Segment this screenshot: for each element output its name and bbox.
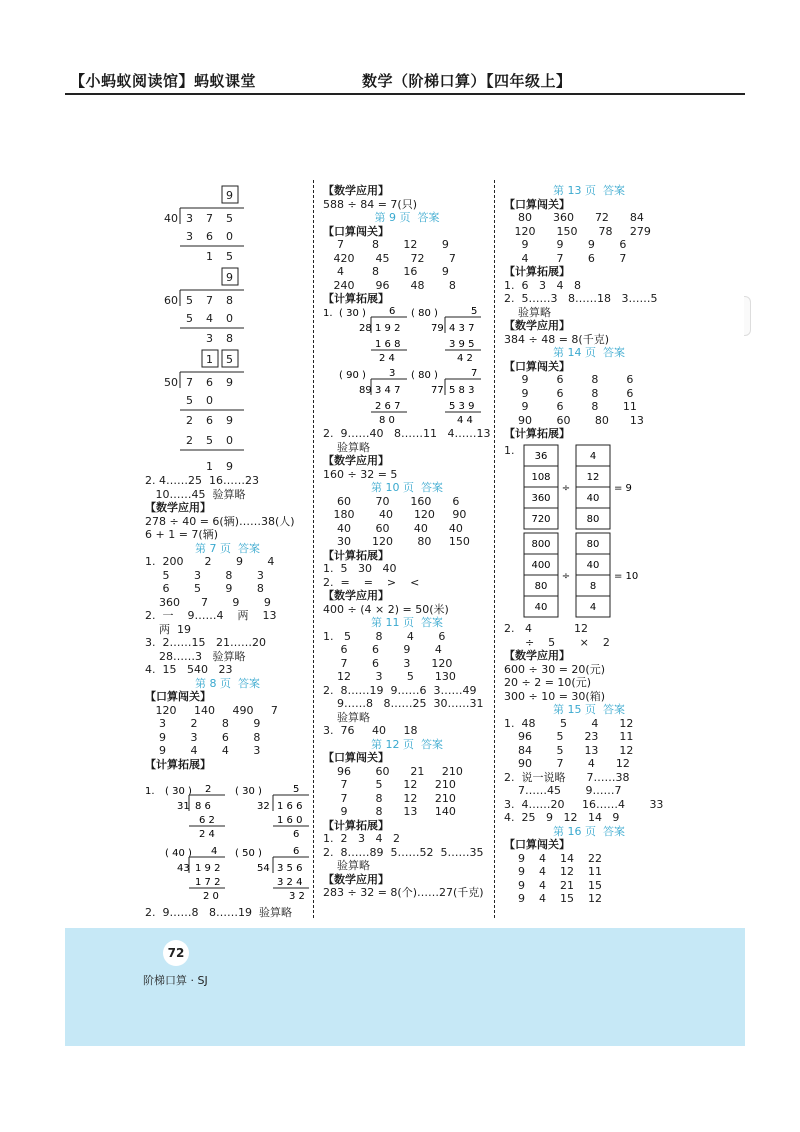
text-line: 9 4 21 15: [504, 878, 602, 892]
svg-text:2 4: 2 4: [379, 353, 395, 364]
div2-line1-d1: 5: [186, 312, 193, 325]
div1-dividend-d1: 3: [186, 212, 193, 225]
div1-dividend-d2: 7: [206, 212, 213, 225]
long-division-group: [140, 182, 310, 477]
t2-right-0: 80: [586, 539, 600, 550]
div1-dividend-d3: 5: [226, 212, 233, 225]
text-line: 28……3 验算略: [145, 649, 246, 663]
div3-line3-d2: 5: [206, 434, 213, 447]
text-line: 20 ÷ 2 = 10(元): [504, 676, 591, 689]
page8-div-b: [235, 784, 309, 840]
div3-line2-d2: 6: [206, 414, 213, 427]
text-line: 40 60 40 40: [323, 521, 463, 535]
text-line: 验算略: [323, 710, 370, 724]
column-1-text: [145, 474, 310, 771]
text-line: 2. 8……89 5……52 5……35: [323, 845, 484, 859]
t2-right-1: 40: [586, 560, 600, 571]
text-line: 600 ÷ 30 = 20(元): [504, 662, 605, 676]
long-division-1: [164, 186, 244, 263]
text-line: 1. 2 3 4 2: [323, 832, 400, 845]
svg-text:8 0: 8 0: [379, 415, 395, 426]
section-heading: 【计算拓展】: [504, 427, 570, 440]
text-line: 400 ÷ (4 × 2) = 50(米): [323, 602, 449, 616]
text-line: 2. 9……40 8……11 4……13: [323, 427, 491, 440]
long-division-3: [164, 350, 244, 473]
svg-text:3 2 4: 3 2 4: [277, 877, 303, 888]
text-line: 588 ÷ 84 = 7(只): [323, 197, 417, 211]
div1-line1-d2: 6: [206, 230, 213, 243]
div2-line1-d3: 0: [226, 312, 233, 325]
text-line: 60 70 160 6: [323, 494, 460, 508]
t1-right-2: 40: [586, 493, 600, 504]
svg-text:6: 6: [389, 306, 396, 317]
t1-left-2: 360: [531, 493, 551, 504]
svg-text:32: 32: [257, 801, 270, 812]
text-line: 2. 9……8 8……19 验算略: [145, 906, 292, 919]
div3-line3-d3: 0: [226, 434, 233, 447]
section-heading: 【口算闯关】: [504, 359, 570, 373]
svg-text:5 8 3: 5 8 3: [449, 385, 475, 396]
svg-text:1 9 2: 1 9 2: [375, 323, 401, 334]
text-line: 2. 5……3 8……18 3……5: [504, 292, 658, 305]
text-line: 9 4 12 11: [504, 865, 602, 878]
div3-remainder-d2: 9: [226, 460, 233, 473]
text-line: 90 60 80 13: [504, 413, 644, 427]
page-answer-heading: 第 9 页 答案: [374, 211, 440, 224]
section-heading: 【数学应用】: [145, 501, 211, 514]
page-answer-heading: 第 7 页 答案: [195, 541, 260, 555]
div3-dividend-d3: 9: [226, 376, 233, 389]
section-heading: 【计算拓展】: [145, 757, 211, 771]
div3-line2-d1: 2: [186, 414, 193, 427]
svg-text:77: 77: [431, 385, 444, 396]
svg-text:1 6 8: 1 6 8: [375, 339, 401, 350]
div2-remainder-d1: 3: [206, 332, 213, 345]
svg-text:3 4 7: 3 4 7: [375, 385, 401, 396]
svg-text:89: 89: [359, 385, 372, 396]
page-number-badge: 72: [163, 940, 189, 966]
page8-div-c: [165, 846, 225, 902]
text-line: 2. 一 9……4 两 13: [145, 609, 277, 622]
page8-divisions: [145, 783, 310, 908]
text-line: 验算略: [323, 440, 370, 454]
text-line: 30 120 80 150: [323, 535, 470, 548]
section-heading: 【口算闯关】: [145, 690, 211, 703]
div2-dividend-d1: 5: [186, 294, 193, 307]
section-heading: 【口算闯关】: [323, 751, 389, 764]
svg-text:2 4: 2 4: [199, 829, 215, 840]
text-line: 6 + 1 = 7(辆): [145, 528, 218, 541]
div3-divisor: 50: [164, 376, 178, 389]
page-answer-heading: 第 16 页 答案: [553, 824, 625, 838]
svg-text:( 80 ): ( 80 ): [411, 370, 438, 381]
text-line: 9 3 6 8: [145, 730, 261, 744]
div3-line1-d2: 0: [206, 394, 213, 407]
section-heading: 【数学应用】: [323, 454, 389, 467]
div3-quotient-d2: 5: [226, 353, 233, 366]
text-line: 7 8 12 9: [323, 238, 449, 251]
svg-text:( 90 ): ( 90 ): [339, 370, 366, 381]
column-2-text-b: [323, 427, 491, 900]
section-heading: 【计算拓展】: [504, 265, 570, 278]
t2-left-1: 400: [531, 560, 551, 571]
text-line: 两 19: [145, 622, 191, 636]
text-line: 90 7 4 12: [504, 757, 630, 770]
text-line: 9 4 4 3: [145, 744, 261, 757]
text-line: 4 8 16 9: [323, 265, 449, 278]
text-line: 4 7 6 7: [504, 251, 627, 265]
t2-right-3: 4: [589, 602, 597, 613]
page9-divisions: [323, 305, 491, 427]
page9-div-c: [339, 368, 407, 426]
text-line: 5 3 8 3: [145, 568, 264, 582]
column-3-text: [504, 184, 674, 441]
t2-left-2: 80: [534, 581, 548, 592]
text-line: 3. 76 40 18: [323, 724, 418, 737]
svg-text:4: 4: [211, 846, 218, 857]
svg-text:2 0: 2 0: [203, 891, 219, 902]
div3-dividend-d2: 6: [206, 376, 213, 389]
svg-text:( 30 ): ( 30 ): [235, 786, 262, 797]
text-line: 84 5 13 12: [504, 743, 634, 757]
text-line: 278 ÷ 40 = 6(辆)……38(人): [145, 514, 295, 528]
svg-text:1 7 2: 1 7 2: [195, 877, 221, 888]
text-line: 4. 25 9 12 14 9: [504, 811, 620, 824]
svg-text:6 2: 6 2: [199, 815, 215, 826]
t1-left-3: 720: [531, 514, 551, 525]
section-heading: 【计算拓展】: [323, 548, 389, 562]
t1-left-0: 36: [534, 451, 548, 462]
t2-left-3: 40: [534, 602, 548, 613]
col1-last-line: [145, 906, 292, 920]
page9-div-a: [323, 306, 407, 364]
text-line: 1. 5 8 4 6: [323, 629, 446, 643]
text-line: 12 3 5 130: [323, 670, 456, 683]
t1-right-3: 80: [586, 514, 600, 525]
page-answer-heading: 第 12 页 答案: [371, 737, 443, 751]
text-line: 7 8 12 210: [323, 791, 456, 805]
svg-text:1.: 1.: [323, 308, 333, 319]
div1-remainder-d1: 1: [206, 250, 213, 263]
text-line: 2. 4 12: [504, 622, 588, 635]
t2-left-0: 800: [531, 539, 551, 550]
page-answer-heading: 第 11 页 答案: [371, 616, 443, 629]
svg-text:2: 2: [205, 784, 212, 795]
text-line: 1. 5 30 40: [323, 562, 397, 575]
svg-text:3 5 6: 3 5 6: [277, 863, 303, 874]
t1-right-0: 4: [589, 451, 597, 462]
page-answer-heading: 第 13 页 答案: [553, 184, 625, 197]
page9-div-b: [411, 306, 481, 364]
table-2: [524, 533, 638, 617]
col3-table-number: 1.: [504, 444, 515, 457]
svg-text:4 4: 4 4: [457, 415, 473, 426]
text-line: 10……45 验算略: [145, 487, 246, 501]
div3-quotient-d1: 1: [206, 353, 213, 366]
text-line: 9 4 14 22: [504, 851, 602, 865]
t1-result: = 9: [614, 483, 632, 494]
svg-text:( 30 ): ( 30 ): [339, 308, 366, 319]
div2-dividend-d2: 7: [206, 294, 213, 307]
svg-text:( 40 ): ( 40 ): [165, 848, 192, 859]
svg-text:1 6 0: 1 6 0: [277, 815, 303, 826]
div3-dividend-d1: 7: [186, 376, 193, 389]
text-line: 7……45 9……7: [504, 784, 622, 797]
text-line: 9 6 8 11: [504, 400, 637, 413]
text-line: 3 2 8 9: [145, 717, 261, 730]
div1-divisor: 40: [164, 212, 178, 225]
svg-text:7: 7: [471, 368, 478, 379]
page-tab: [744, 296, 751, 336]
svg-text:43: 43: [177, 863, 190, 874]
div2-line1-d2: 4: [206, 312, 213, 325]
svg-text:3 2: 3 2: [289, 891, 305, 902]
table-1: [524, 445, 632, 529]
long-division-2: [164, 268, 244, 345]
text-line: 1. 48 5 4 12: [504, 716, 634, 730]
div2-dividend-d3: 8: [226, 294, 233, 307]
page9-div-d: [411, 368, 481, 426]
text-line: 6 5 9 8: [145, 582, 264, 595]
text-line: 3. 4……20 16……4 33: [504, 797, 664, 811]
text-line: 2. 说一说略 7……38: [504, 770, 630, 784]
section-heading: 【口算闯关】: [323, 224, 389, 238]
text-line: ÷ 5 × 2: [504, 635, 610, 649]
text-line: 180 40 120 90: [323, 508, 467, 521]
t1-left-1: 108: [531, 472, 551, 483]
section-heading: 【数学应用】: [323, 184, 389, 197]
text-line: 420 45 72 7: [323, 251, 456, 265]
page8-div-a: [145, 784, 225, 840]
section-heading: 【数学应用】: [504, 319, 570, 332]
text-line: 3. 2……15 21……20: [145, 636, 266, 649]
svg-text:5: 5: [471, 306, 478, 317]
text-line: 9……8 8……25 30……31: [323, 697, 484, 710]
page-answer-heading: 第 14 页 答案: [553, 346, 625, 359]
text-line: 384 ÷ 48 = 8(千克): [504, 332, 609, 346]
t2-result: = 10: [614, 571, 639, 582]
page-answer-heading: 第 15 页 答案: [553, 703, 625, 716]
header-rule: [65, 93, 745, 95]
svg-text:54: 54: [257, 863, 270, 874]
t1-right-1: 12: [586, 472, 600, 483]
text-line: 283 ÷ 32 = 8(个)……27(千克): [323, 886, 484, 899]
svg-text:28: 28: [359, 323, 372, 334]
section-heading: 【口算闯关】: [504, 838, 570, 851]
svg-text:6: 6: [293, 846, 300, 857]
svg-text:( 50 ): ( 50 ): [235, 848, 262, 859]
svg-text:31: 31: [177, 801, 190, 812]
svg-text:5 3 9: 5 3 9: [449, 401, 475, 412]
svg-text:6: 6: [293, 829, 300, 840]
div3-line1-d1: 5: [186, 394, 193, 407]
page14-tables: [520, 443, 640, 621]
text-line: 9 6 8 6: [504, 386, 634, 400]
svg-text:8 6: 8 6: [195, 801, 211, 812]
text-line: 360 7 9 9: [145, 595, 271, 609]
text-line: 120 140 490 7: [145, 703, 278, 717]
page-answer-heading: 第 10 页 答案: [371, 481, 443, 494]
text-line: 1. 200 2 9 4: [145, 555, 275, 568]
footer-band: [65, 928, 745, 1046]
svg-text:3: 3: [389, 368, 396, 379]
section-heading: 【计算拓展】: [323, 818, 389, 832]
div3-line2-d3: 9: [226, 414, 233, 427]
text-line: 验算略: [323, 859, 370, 872]
text-line: 96 60 21 210: [323, 764, 463, 778]
svg-text:4 3 7: 4 3 7: [449, 323, 475, 334]
text-line: 9 4 15 12: [504, 892, 602, 905]
section-heading: 【数学应用】: [504, 649, 570, 662]
footer-brand: 阶梯口算 · SJ: [143, 974, 208, 987]
svg-text:2 6 7: 2 6 7: [375, 401, 401, 412]
text-line: 验算略: [504, 305, 551, 319]
div2-quotient: 9: [226, 271, 233, 284]
text-line: 7 6 3 120: [323, 656, 453, 670]
div1-remainder-d2: 5: [226, 250, 233, 263]
section-heading: 【数学应用】: [323, 589, 389, 602]
div3-line3-d1: 2: [186, 434, 193, 447]
text-line: 6 6 9 4: [323, 643, 442, 656]
text-line: 2. 4……25 16……23: [145, 474, 259, 487]
text-line: 160 ÷ 32 = 5: [323, 467, 398, 481]
div1-line1-d1: 3: [186, 230, 193, 243]
t1-op: ÷: [561, 483, 571, 494]
t2-op: ÷: [561, 571, 571, 582]
section-heading: 【口算闯关】: [504, 197, 570, 211]
text-line: 9 9 9 6: [504, 238, 627, 251]
svg-text:( 30 ): ( 30 ): [165, 786, 192, 797]
text-line: 80 360 72 84: [504, 211, 644, 224]
div3-remainder-d1: 1: [206, 460, 213, 473]
text-line: 2. 8……19 9……6 3……49: [323, 683, 477, 697]
text-line: 9 8 13 140: [323, 805, 456, 818]
text-line: 9 6 8 6: [504, 373, 634, 386]
text-line: 96 5 23 11: [504, 730, 634, 743]
svg-text:79: 79: [431, 323, 444, 334]
text-line: 120 150 78 279: [504, 224, 651, 238]
column-divider-1: [313, 180, 314, 918]
svg-text:1 6 6: 1 6 6: [277, 801, 303, 812]
div1-quotient: 9: [226, 189, 233, 202]
header-right-title: 数学（阶梯口算）【四年级上】: [362, 72, 572, 90]
text-line: 300 ÷ 10 = 30(箱): [504, 689, 605, 703]
div2-divisor: 60: [164, 294, 178, 307]
text-line: 1. 6 3 4 8: [504, 278, 581, 292]
text-line: 240 96 48 8: [323, 278, 456, 292]
div2-remainder-d2: 8: [226, 332, 233, 345]
section-heading: 【数学应用】: [323, 872, 389, 886]
svg-text:3 9 5: 3 9 5: [449, 339, 475, 350]
page-answer-heading: 第 8 页 答案: [195, 676, 260, 690]
svg-text:4 2: 4 2: [457, 353, 473, 364]
column-divider-2: [494, 180, 495, 918]
page8-div-d: [235, 846, 309, 902]
svg-text:1.: 1.: [145, 786, 155, 797]
svg-text:1 9 2: 1 9 2: [195, 863, 221, 874]
text-line: 4. 15 540 23: [145, 663, 233, 676]
header-left-title: 【小蚂蚁阅读馆】蚂蚁课堂: [70, 72, 257, 90]
column-2-text: [323, 184, 491, 306]
column-3-text-b: [504, 622, 674, 906]
section-heading: 【计算拓展】: [323, 292, 389, 305]
div1-line1-d3: 0: [226, 230, 233, 243]
svg-text:( 80 ): ( 80 ): [411, 308, 438, 319]
svg-text:5: 5: [293, 784, 300, 795]
t2-right-2: 8: [589, 581, 597, 592]
text-line: 2. = = > <: [323, 575, 420, 589]
text-line: 7 5 12 210: [323, 778, 456, 791]
